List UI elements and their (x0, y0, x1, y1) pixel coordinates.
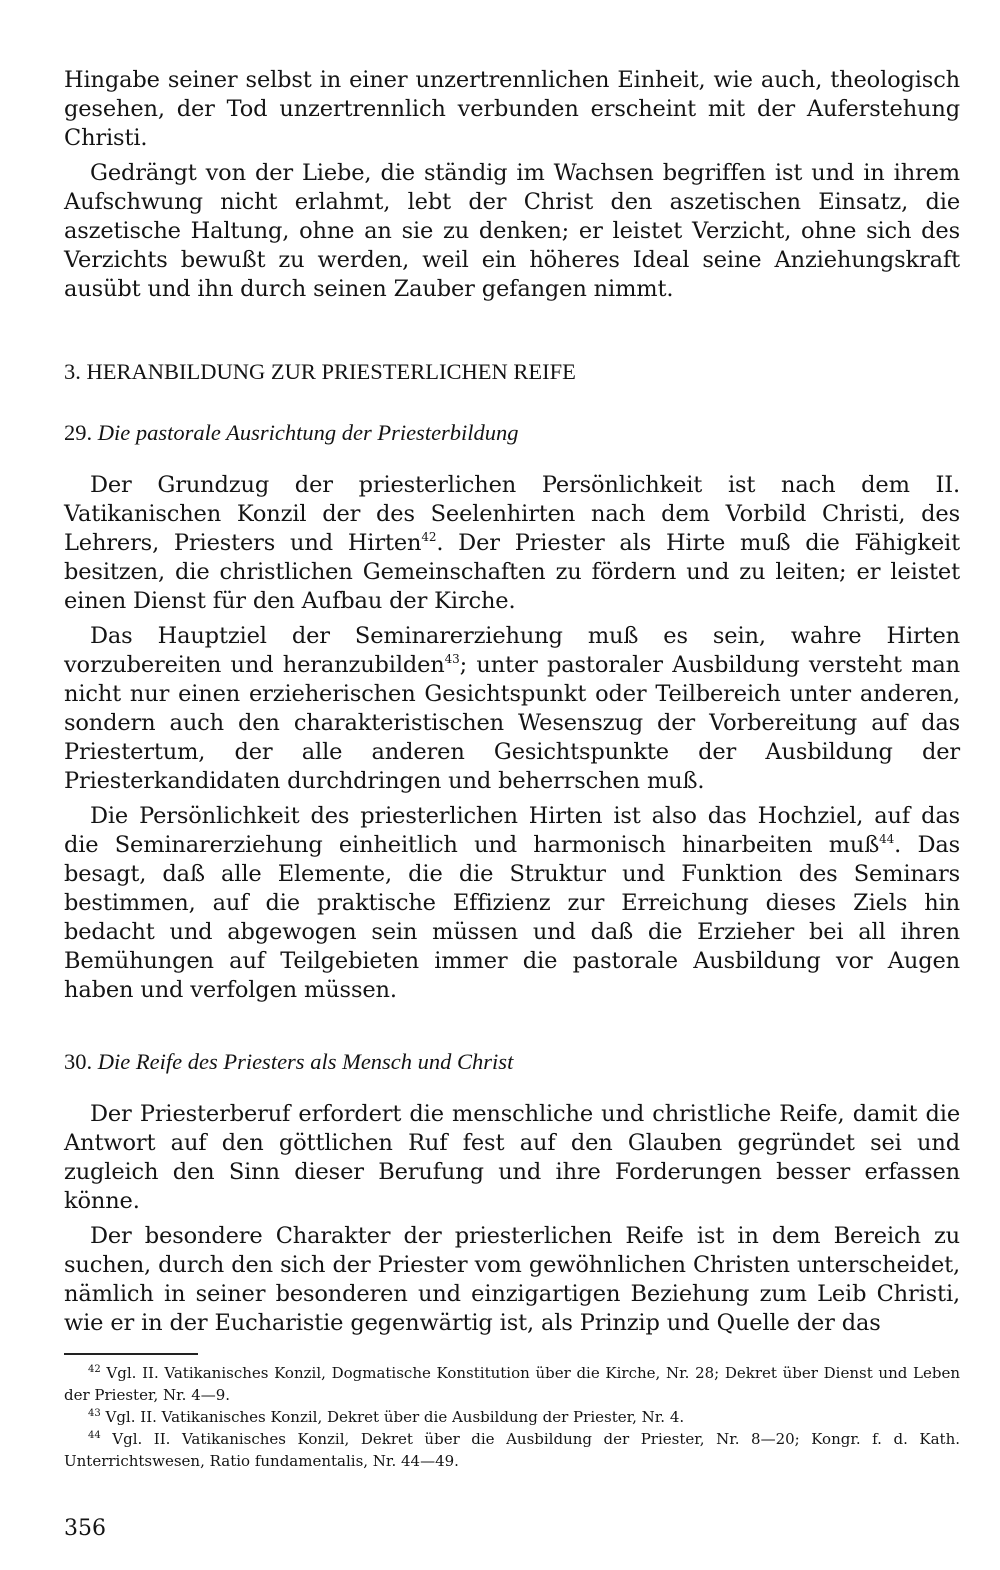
paragraph-text: . Das besagt, daß alle Elemente, die die Struktur und Funktion des Seminars bestimmen, auf die praktische Effizienz zur Erreichung dieses Ziels hin bedacht und abgewogen sein müssen und daß die Erzieher bei all ihren Bemühungen auf Teilgebieten immer die pastorale Ausbildung vor Augen haben und verfolgen müssen. (64, 832, 960, 1003)
page-number: 356 (64, 1516, 106, 1541)
footnote-ref-44: 44 (879, 832, 895, 846)
footnote-43 (64, 1406, 960, 1428)
footnote-divider (64, 1353, 198, 1355)
paragraph-text: Die Persönlichkeit des priesterlichen Hirten ist also das Hochziel, auf das die Seminarerziehung einheitlich und harmonisch hinarbeiten muß (64, 803, 960, 858)
page-body (64, 66, 960, 1338)
intro-paragraph-2: Gedrängt von der Liebe, die ständig im Wachsen begriffen ist und in ihrem Aufschwung nicht erlahmt, lebt der Christ den aszetischen Einsatz, die aszetische Haltung, ohne an sie zu denken; er leistet Verzicht, ohne sich des Verzichts bewußt zu werden, weil ein höheres Ideal seine Anziehungskraft ausübt und ihn durch seinen Zauber gefangen nimmt. (64, 160, 960, 302)
paragraph-text: . Der Priester als Hirte muß die Fähigkeit besitzen, die christlichen Gemeinschaften zu fördern und zu leiten; er leistet einen Dienst für den Aufbau der Kirche. (64, 530, 960, 614)
footnote-42 (64, 1362, 960, 1406)
footnote-44 (64, 1428, 960, 1472)
chapter-heading: 3. HERANBILDUNG ZUR PRIESTERLICHEN REIFE (64, 359, 576, 384)
section-number: 29. (64, 420, 93, 445)
footnote-ref-42: 42 (421, 530, 437, 544)
section-title: Die pastorale Ausrichtung der Priesterbildung (97, 420, 519, 445)
paragraph-text: Der Grundzug der priesterlichen Persönlichkeit ist nach dem II. Vatikanischen Konzil der des Seelenhirten nach dem Vorbild Christi, des Lehrers, Priesters und Hirten (64, 472, 960, 556)
footnote-text: Vgl. II. Vatikanisches Konzil, Dekret über die Ausbildung der Priester, Nr. 8—20; Kongr. f. d. Kath. Unterrichtswesen, Ratio fundamentalis, Nr. 44—49. (64, 1430, 960, 1470)
footnote-text: Vgl. II. Vatikanisches Konzil, Dogmatische Konstitution über die Kirche, Nr. 28; Dekret über Dienst und Leben der Priester, Nr. 4—9. (64, 1364, 960, 1404)
footnotes (64, 1362, 960, 1472)
footnote-mark: 44 (88, 1430, 101, 1441)
section-30-paragraph-1: Der Priesterberuf erfordert die menschliche und christliche Reife, damit die Antwort auf den göttlichen Ruf fest auf den Glauben gegründet sei und zugleich den Sinn dieser Berufung und ihre Forderungen besser erfassen könne. (64, 1101, 960, 1214)
section-heading-30 (64, 1047, 960, 1076)
section-number: 30. (64, 1049, 93, 1074)
footnote-text: Vgl. II. Vatikanisches Konzil, Dekret über die Ausbildung der Priester, Nr. 4. (100, 1408, 685, 1426)
section-29-paragraph-1 (64, 471, 960, 616)
footnote-mark: 42 (88, 1364, 101, 1375)
section-30-paragraph-2: Der besondere Charakter der priesterlichen Reife ist in dem Bereich zu suchen, durch den sich der Priester vom gewöhnlichen Christen unterscheidet, nämlich in seiner besonderen und einzigartigen Beziehung zum Leib Christi, wie er in der Eucharistie gegenwärtig ist, als Prinzip und Quelle der das (64, 1223, 960, 1336)
footnote-ref-43: 43 (444, 652, 460, 666)
section-29-paragraph-2 (64, 622, 960, 796)
paragraph-text: Das Hauptziel der Seminarerziehung muß es sein, wahre Hirten vorzubereiten und heranzubilden (64, 623, 960, 678)
intro-paragraph-1: Hingabe seiner selbst in einer unzertrennlichen Einheit, wie auch, theologisch gesehen, der Tod unzertrennlich verbunden erscheint mit der Auferstehung Christi. (64, 67, 960, 151)
section-29-paragraph-3 (64, 802, 960, 1005)
section-title: Die Reife des Priesters als Mensch und Christ (97, 1049, 514, 1074)
footnote-mark: 43 (88, 1408, 101, 1419)
section-heading-29 (64, 418, 960, 447)
paragraph-text: ; unter pastoraler Ausbildung versteht man nicht nur einen erzieherischen Gesichtspunkt oder Teilbereich unter anderen, sondern auch den charakteristischen Wesenszug der Vorbereitung auf das Priestertum, der alle anderen Gesichtspunkte der Ausbildung der Priesterkandidaten durchdringen und beherrschen muß. (64, 652, 960, 794)
